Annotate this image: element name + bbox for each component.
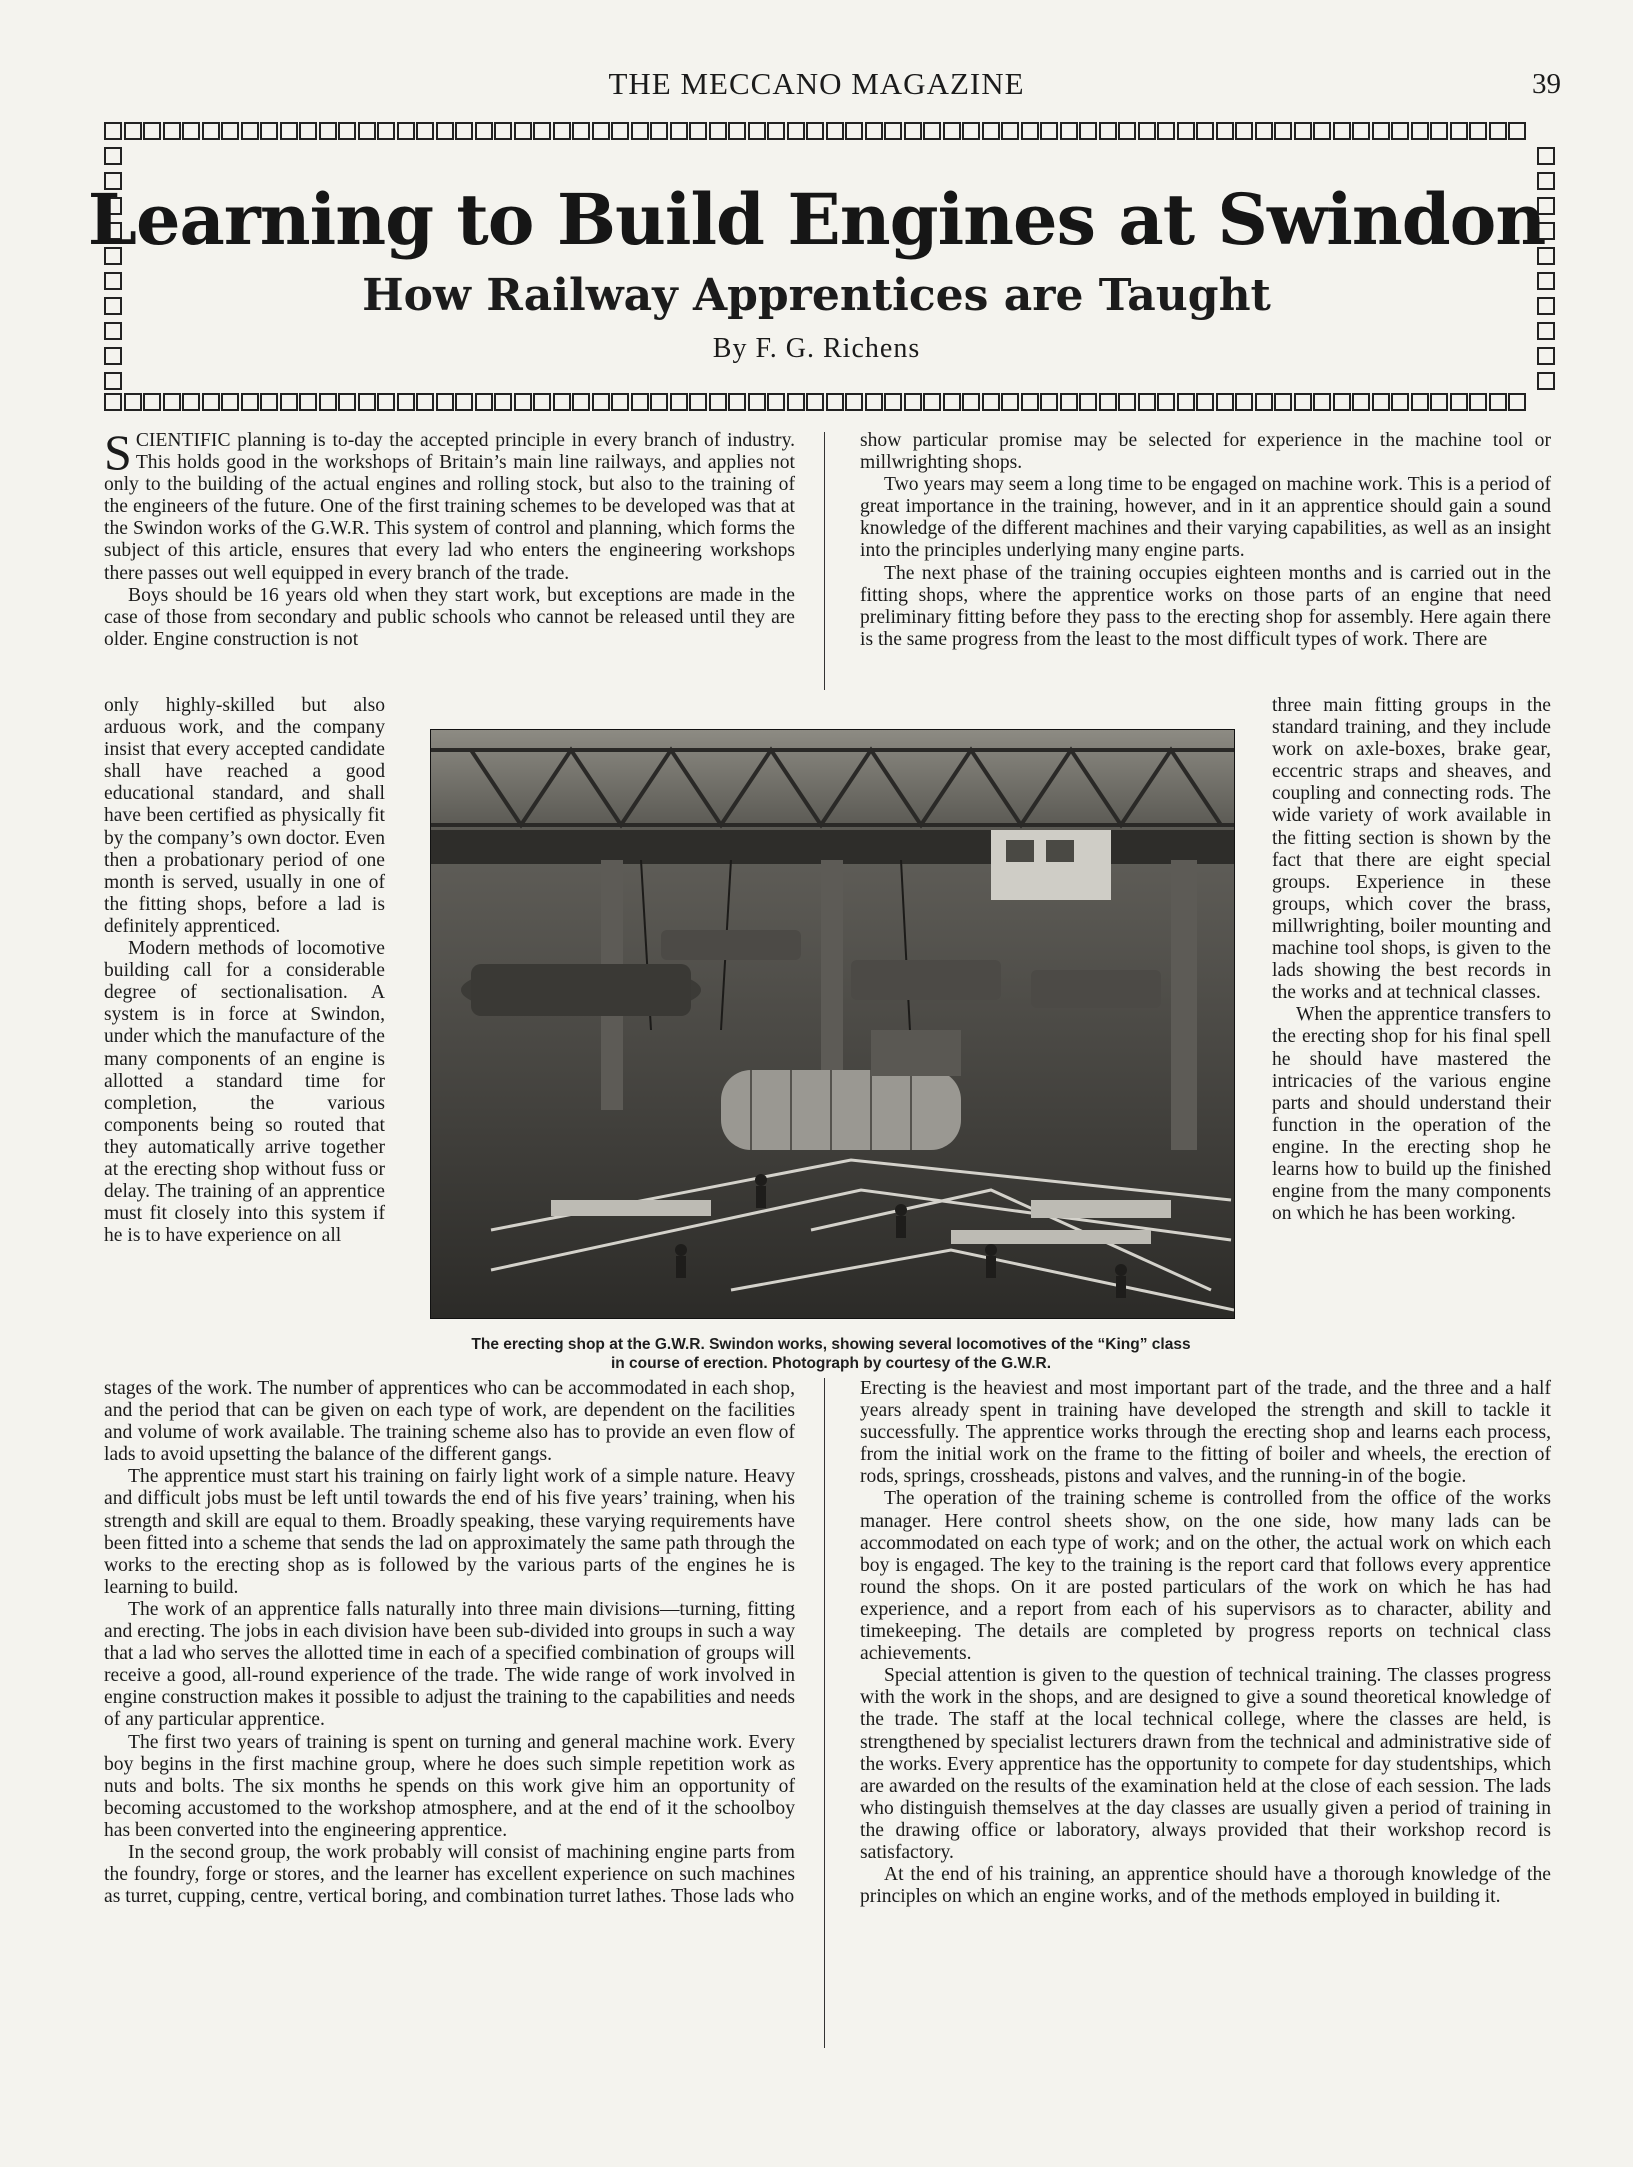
border-square [1469, 393, 1487, 411]
border-square [982, 122, 1000, 140]
border-square [182, 122, 200, 140]
border-square [1469, 122, 1487, 140]
border-square [631, 122, 649, 140]
paragraph: only highly-skilled but also arduous work, and the company insist that every accepted candidate shall have reached a good educational standard, and shall have been certified as physically fit by the company’s own doctor. Even then a probationary period of one month is served, usually in one of the fitting shops, before a lad is definitely apprenticed. [104, 695, 385, 937]
left-column-top [104, 424, 795, 651]
right-column-narrow [1272, 695, 1551, 1225]
border-square [1372, 393, 1390, 411]
border-square [455, 393, 473, 411]
border-square [1235, 122, 1253, 140]
border-square [1216, 393, 1234, 411]
border-square [1099, 393, 1117, 411]
border-square [436, 393, 454, 411]
border-square [241, 393, 259, 411]
left-column-narrow [104, 695, 385, 1247]
border-square [1313, 393, 1331, 411]
border-square [553, 393, 571, 411]
paragraph: When the apprentice transfers to the erecting shop for his final spell he should have mastered the intricacies of the various engine parts and should understand their function in the operation of the engine. In the erecting shop he learns how to build up the finished engine from the many components on which he has been working. [1272, 1004, 1551, 1225]
border-square [202, 122, 220, 140]
border-square [319, 393, 337, 411]
border-square [904, 122, 922, 140]
border-square [982, 393, 1000, 411]
border-square [143, 122, 161, 140]
border-square [943, 393, 961, 411]
border-square [104, 122, 122, 140]
erecting-shop-photo [430, 729, 1235, 1319]
border-square [260, 122, 278, 140]
border-square [1196, 393, 1214, 411]
border-square [221, 122, 239, 140]
border-square [728, 393, 746, 411]
border-square [436, 122, 454, 140]
border-square [1352, 122, 1370, 140]
border-square [358, 122, 376, 140]
border-square [943, 122, 961, 140]
border-square [1138, 122, 1156, 140]
left-column-bottom [104, 1378, 795, 1908]
border-square [1450, 393, 1468, 411]
border-square [514, 393, 532, 411]
border-square [1430, 122, 1448, 140]
border-square [1508, 122, 1526, 140]
border-square [397, 393, 415, 411]
border-square [338, 393, 356, 411]
paragraph: The operation of the training scheme is controlled from the office of the works manager. Here control sheets show, on the one side, how many lads can be accommodated on each type of work; and on the other, the actual work on which each boy is engaged. The key to the training is the report card that follows every apprentice round the shops. On it are posted particulars of the work on which he has had experience, and a report from each of his supervisors as to character, ability and timekeeping. The details are completed by progress reports on technical class achievements. [860, 1488, 1551, 1665]
border-square [104, 372, 122, 390]
border-square [182, 393, 200, 411]
border-square [143, 393, 161, 411]
border-square [845, 122, 863, 140]
border-square [1313, 122, 1331, 140]
border-square [280, 393, 298, 411]
border-square [1196, 122, 1214, 140]
photo-illustration [431, 730, 1234, 1318]
drop-cap: S [104, 424, 132, 480]
article-byline: By F. G. Richens [712, 333, 921, 364]
border-square [1118, 393, 1136, 411]
border-square [1333, 122, 1351, 140]
paragraph: three main fitting groups in the standard training, and they include work on axle-boxes, brake gear, eccentric straps and sheaves, and coupling and connecting rods. The wide variety of work available in the fitting section is shown by the fact that there are eight special groups. Experience in these groups, which cover the brass, millwrighting, boiler mounting and machine tool shops, is given to the lads showing the best records in the works and at technical classes. [1272, 695, 1551, 1004]
border-square [670, 122, 688, 140]
border-square [1060, 393, 1078, 411]
border-square [1099, 122, 1117, 140]
border-square [962, 393, 980, 411]
border-square [494, 393, 512, 411]
border-square [280, 122, 298, 140]
border-square [1138, 393, 1156, 411]
border-square [631, 393, 649, 411]
border-square [826, 393, 844, 411]
border-square [689, 393, 707, 411]
border-square [1537, 147, 1555, 165]
border-square [1001, 393, 1019, 411]
border-square [299, 122, 317, 140]
border-square [923, 122, 941, 140]
border-square [650, 393, 668, 411]
border-square [709, 122, 727, 140]
border-square [1021, 393, 1039, 411]
border-square [592, 122, 610, 140]
border-square [1352, 393, 1370, 411]
column-rule [824, 1378, 825, 2048]
magazine-title: THE MECCANO MAGAZINE [608, 66, 1025, 101]
border-square [865, 393, 883, 411]
border-square [299, 393, 317, 411]
border-square [1430, 393, 1448, 411]
paragraph: stages of the work. The number of apprentices who can be accommodated in each shop, and the period that can be given on each type of work, are dependent on the facilities and volume of work available. The training scheme also has to provide an even flow of lads to avoid upsetting the balance of the different gangs. [104, 1378, 795, 1466]
border-square [806, 122, 824, 140]
border-square [1079, 393, 1097, 411]
border-square [611, 122, 629, 140]
border-square [767, 393, 785, 411]
border-square [397, 122, 415, 140]
border-square [1508, 393, 1526, 411]
border-square [592, 393, 610, 411]
border-square [475, 393, 493, 411]
border-square [1216, 122, 1234, 140]
border-square [241, 122, 259, 140]
border-square [1255, 122, 1273, 140]
border-square [475, 122, 493, 140]
border-square [1157, 393, 1175, 411]
border-square [104, 147, 122, 165]
border-square [923, 393, 941, 411]
paragraph: show particular promise may be selected for experience in the machine tool or millwrighting shops. [860, 430, 1551, 474]
border-square [1274, 122, 1292, 140]
border-square [1411, 393, 1429, 411]
border-square [1391, 393, 1409, 411]
border-square [1177, 122, 1195, 140]
border-square [1021, 122, 1039, 140]
border-square [1489, 122, 1507, 140]
border-square [1177, 393, 1195, 411]
border-square [572, 393, 590, 411]
paragraph: The first two years of training is spent on turning and general machine work. Every boy begins in the first machine group, where he does such simple repetition work as nuts and bolts. The six months he spends on this work give him an opportunity of becoming accustomed to the workshop atmosphere, and at the end of it the schoolboy has been converted into the engineering apprentice. [104, 1731, 795, 1841]
border-square [319, 122, 337, 140]
border-square [845, 393, 863, 411]
border-square [1255, 393, 1273, 411]
border-square [202, 393, 220, 411]
border-square [1040, 122, 1058, 140]
border-square [1391, 122, 1409, 140]
border-square [689, 122, 707, 140]
border-square [611, 393, 629, 411]
running-header [0, 66, 1633, 112]
border-square [865, 122, 883, 140]
border-square [455, 122, 473, 140]
photo-caption [404, 1335, 1258, 1373]
paragraph: Erecting is the heaviest and most important part of the trade, and the three and a half years already spent in training have developed the strength and skill to tackle it successfully. The apprentice works through the erecting shop and learns each process, from the initial work on the frame to the fitting of boiler and wheels, the erection of rods, springs, crossheads, pistons and valves, and the running-in of the bogie. [860, 1378, 1551, 1488]
border-square [904, 393, 922, 411]
border-square [260, 393, 278, 411]
paragraph: Special attention is given to the question of technical training. The classes progress with the work in the shops, and are designed to give a sound theoretical knowledge of the trade. The staff at the local technical college, where the classes are held, is strengthened by specialist lecturers drawn from the technical and administrative side of the works. Every apprentice has the opportunity to compete for day studentships, which are awarded on the results of the examination held at the close of each session. The lads who distinguish themselves at the day classes are usually given a period of training in the drawing office or laboratory, always provided that their workshop record is satisfactory. [860, 1665, 1551, 1863]
article-headline: Learning to Build Engines at Swindon [87, 178, 1546, 261]
border-square [494, 122, 512, 140]
paragraph: Two years may seem a long time to be engaged on machine work. This is a period of great importance in the training, however, and in it an apprentice should gain a sound knowledge of the different machines and their varying capabilities, as well as an insight into the principles underlying many engine parts. [860, 474, 1551, 562]
border-square [377, 122, 395, 140]
border-square [884, 393, 902, 411]
paragraph: In the second group, the work probably will consist of machining engine parts from the foundry, forge or stores, and the learner has excellent experience on such machines as turret, cupping, centre, vertical boring, and combination turret lathes. Those lads who [104, 1841, 795, 1908]
border-square [553, 122, 571, 140]
border-square [1235, 393, 1253, 411]
paragraph: The next phase of the training occupies eighteen months and is carried out in the fitting shops, where the apprentice works on those parts of an engine that need preliminary fitting before they pass to the erecting shop for assembly. Here again there is the same progress from the least to the most difficult types of work. There are [860, 562, 1551, 650]
border-square [1450, 122, 1468, 140]
column-rule [824, 432, 825, 690]
border-square [1001, 122, 1019, 140]
border-square [884, 122, 902, 140]
border-square [962, 122, 980, 140]
border-square [670, 393, 688, 411]
border-square [650, 122, 668, 140]
border-square [806, 393, 824, 411]
border-square [787, 393, 805, 411]
right-column-top [860, 430, 1551, 651]
border-square [1060, 122, 1078, 140]
article-subheadline: How Railway Apprentices are Taught [362, 270, 1271, 321]
border-square [748, 122, 766, 140]
caption-line: The erecting shop at the G.W.R. Swindon works, showing several locomotives of the “King” class [471, 1336, 1191, 1353]
border-square [377, 393, 395, 411]
border-square [416, 122, 434, 140]
border-square [1372, 122, 1390, 140]
border-square [709, 393, 727, 411]
border-square [163, 122, 181, 140]
border-square [728, 122, 746, 140]
border-square [1537, 372, 1555, 390]
page-number: 39 [1532, 68, 1561, 100]
border-square [1274, 393, 1292, 411]
border-square [221, 393, 239, 411]
border-square [1489, 393, 1507, 411]
paragraph: The work of an apprentice falls naturally into three main divisions—turning, fitting and erecting. The jobs in each division have been sub-divided into groups in such a way that a lad who serves the allotted time in each of a specified combination of groups will receive a good, all-round experience of the trade. The wide range of work involved in engine construction makes it possible to adjust the training to the capabilities and needs of any particular apprentice. [104, 1598, 795, 1731]
border-square [572, 122, 590, 140]
border-square [1079, 122, 1097, 140]
paragraph: Boys should be 16 years old when they start work, but exceptions are made in the case of those from secondary and public schools who cannot be released until they are older. Engine construction is not [104, 584, 795, 650]
border-square [338, 122, 356, 140]
border-square [1040, 393, 1058, 411]
border-square [514, 122, 532, 140]
border-square [533, 122, 551, 140]
paragraph: At the end of his training, an apprentice should have a thorough knowledge of the principles on which an engine works, and of the methods employed in building it. [860, 1864, 1551, 1908]
border-square [124, 122, 142, 140]
paragraph: Modern methods of locomotive building call for a considerable degree of sectionalisation. A system is in force at Swindon, under which the manufacture of the many components of an engine is allotted a standard time for completion, the various components being so routed that they automatically arrive together at the erecting shop without fuss or delay. The training of an apprentice must fit closely into this system if he is to have experience on all [104, 938, 385, 1247]
border-square [533, 393, 551, 411]
border-square [124, 393, 142, 411]
caption-line: in course of erection. Photograph by courtesy of the G.W.R. [610, 1355, 1052, 1372]
border-square [787, 122, 805, 140]
border-square [1118, 122, 1136, 140]
opening-paragraph: SCIENTIFIC planning is to-day the accepted principle in every branch of industry. This holds good in the workshops of Britain’s main line railways, and applies not only to the building of the actual engines and rolling stock, but also to the training of the engineers of the future. One of the first training schemes to be developed was that at the Swindon works of the G.W.R. This system of control and planning, which forms the subject of this article, ensures that every lad who enters the engineering workshops there passes out well equipped in every branch of the trade. [104, 424, 795, 584]
border-square [1411, 122, 1429, 140]
border-square [1333, 393, 1351, 411]
right-column-bottom [860, 1378, 1551, 1908]
border-square [1294, 393, 1312, 411]
paragraph: The apprentice must start his training on fairly light work of a simple nature. Heavy and difficult jobs must be left until towards the end of his five years’ training, when his strength and skill are equal to them. Broadly speaking, these varying requirements have been fitted into a scheme that sends the lad on approximately the same path through the works to the erecting shop as is followed by the various parts of the engines he is learning to build. [104, 1466, 795, 1598]
border-square [416, 393, 434, 411]
border-square [1294, 122, 1312, 140]
border-square [1157, 122, 1175, 140]
border-square [826, 122, 844, 140]
border-square [358, 393, 376, 411]
border-square [748, 393, 766, 411]
border-square [767, 122, 785, 140]
border-square [163, 393, 181, 411]
